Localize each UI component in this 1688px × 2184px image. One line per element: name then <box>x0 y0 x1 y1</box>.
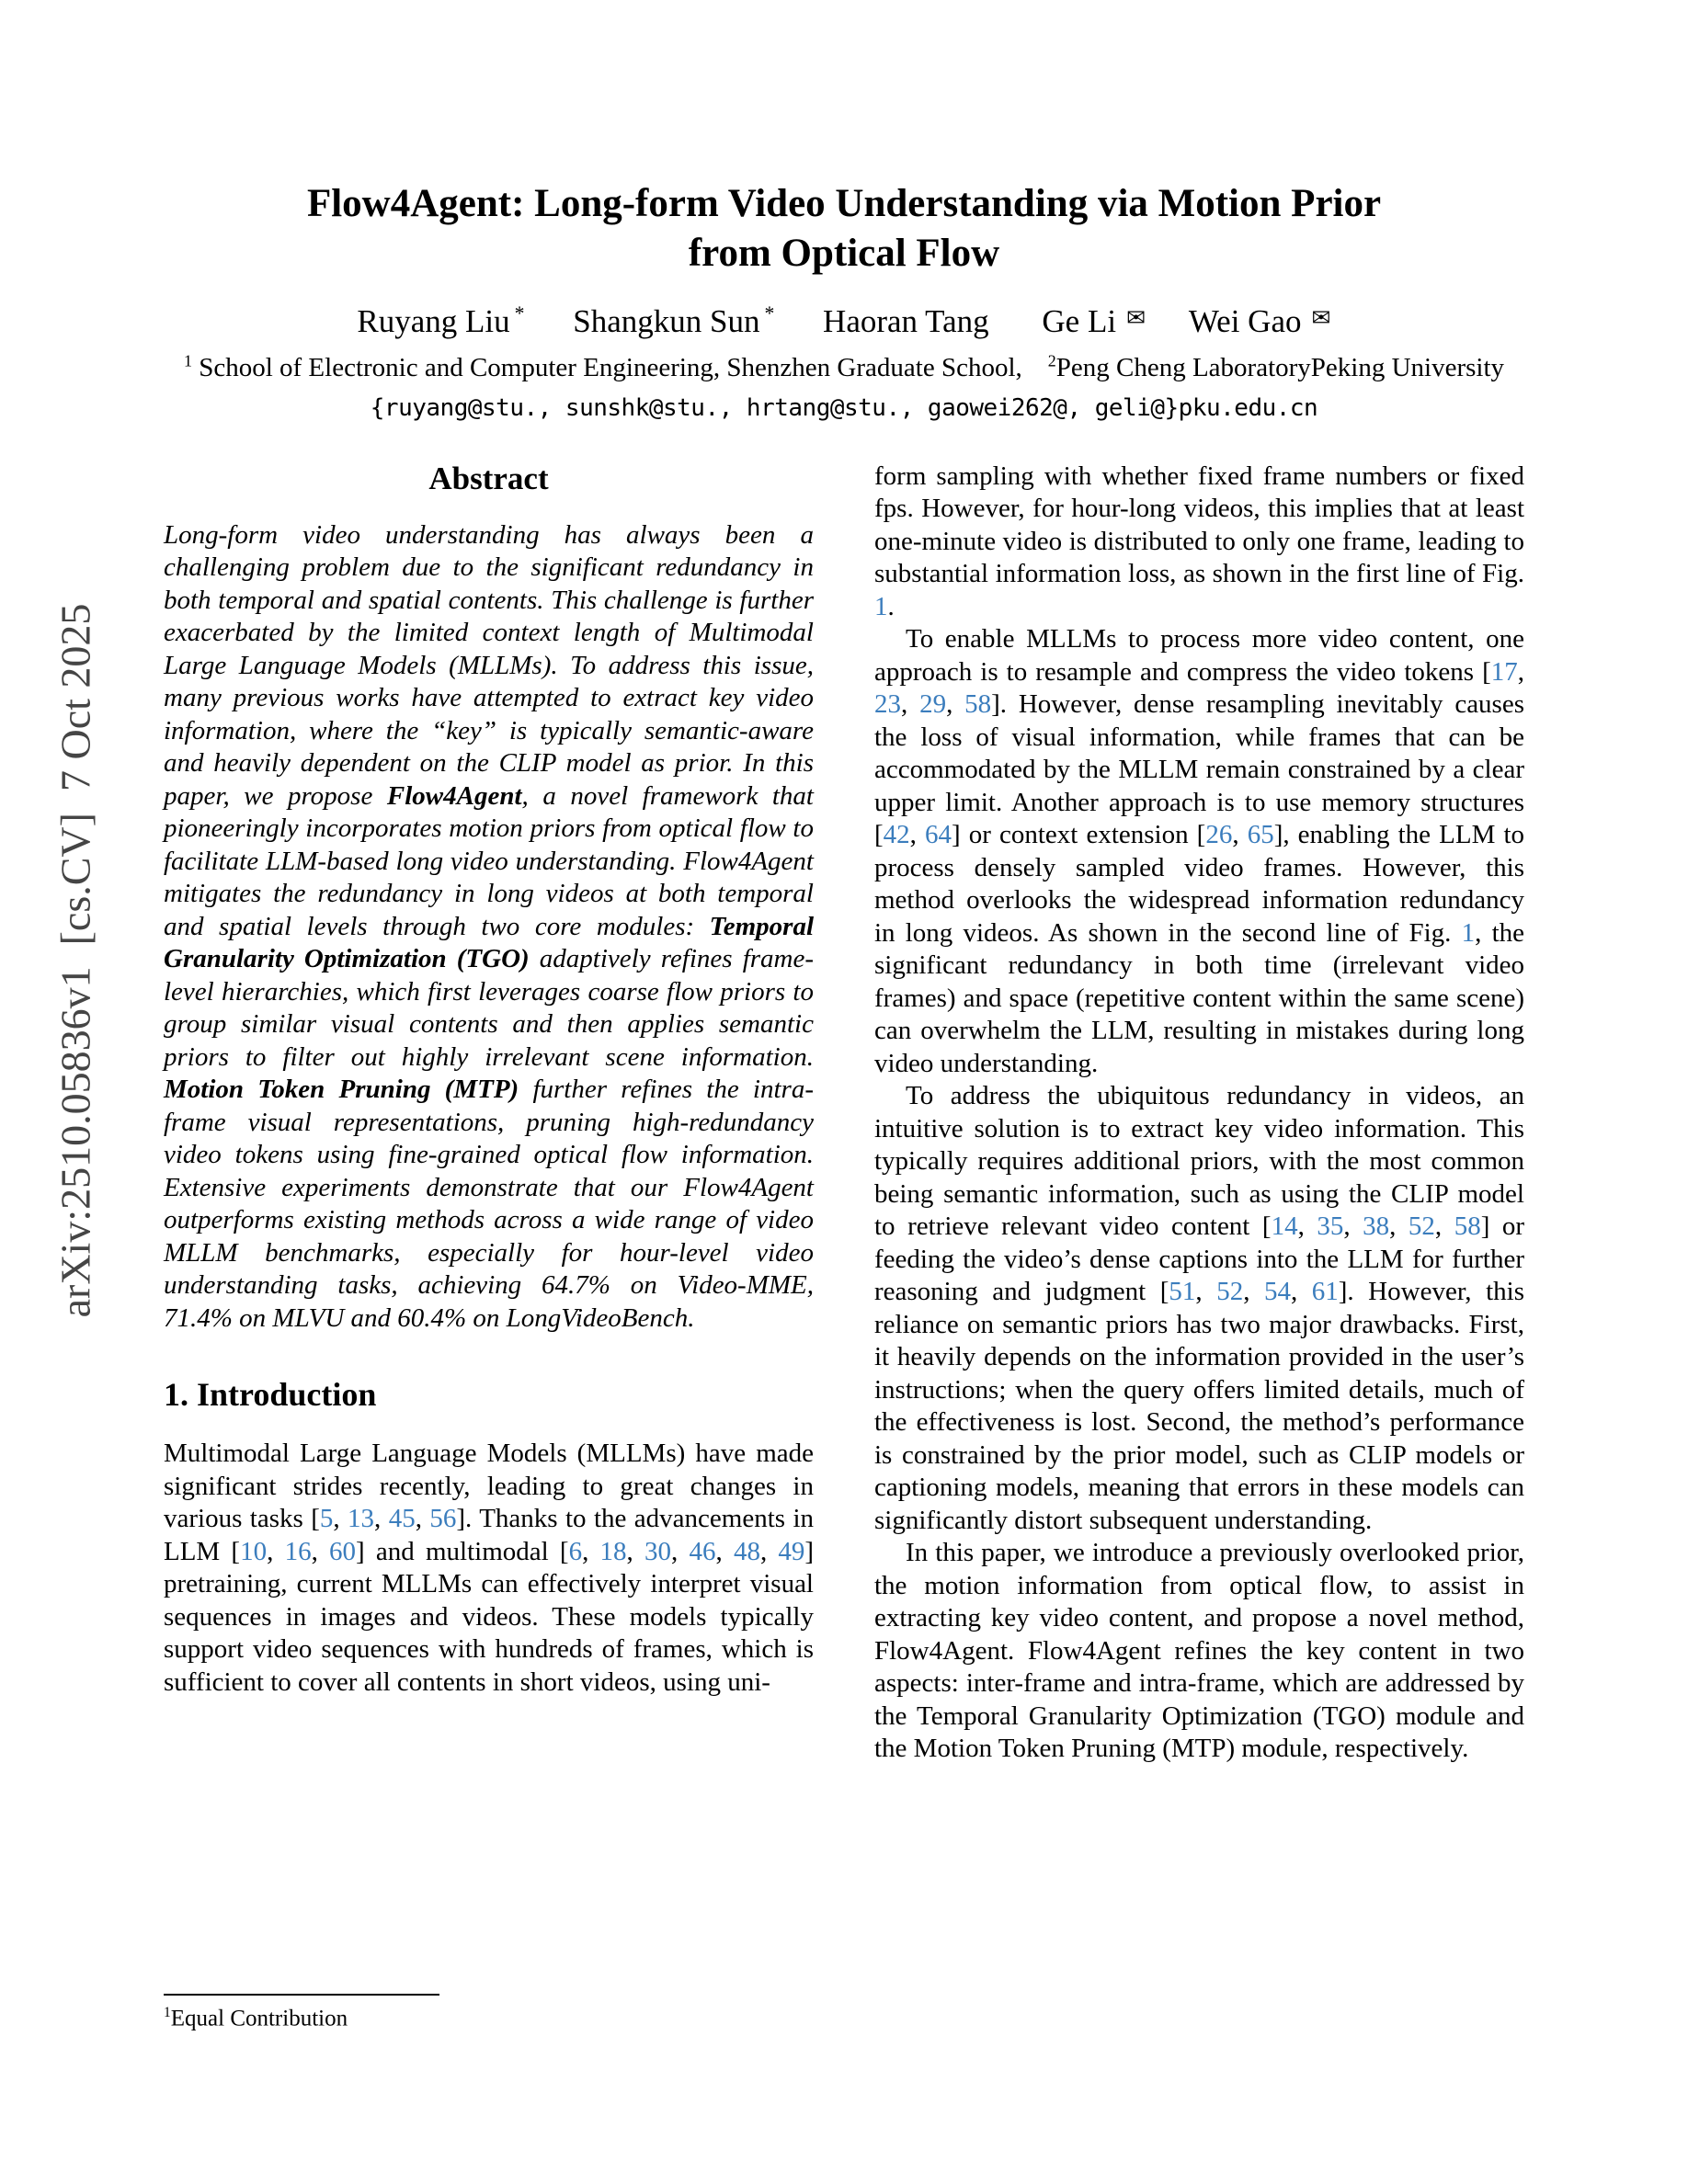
author-name: Haoran Tang <box>823 303 989 339</box>
citation-link[interactable]: 52 <box>1216 1277 1244 1307</box>
text-segment: , <box>626 1536 644 1566</box>
citation-link[interactable]: 1 <box>874 591 888 621</box>
text-segment: ] pretraining, current MLLMs can effectively interpret visual sequences in images and videos. These models typically support video sequences with hundreds of frames, which is sufficient to cover all contents in short videos, using uni- <box>164 1536 815 1697</box>
citation-link[interactable]: 49 <box>778 1536 805 1566</box>
author-wei-gao <box>1189 303 1331 339</box>
text-segment: ] and multimodal [ <box>356 1536 569 1566</box>
text-segment: Motion Token Pruning (MTP) <box>164 1075 519 1105</box>
citation-link[interactable]: 30 <box>644 1536 671 1566</box>
text-segment: , <box>1232 820 1248 850</box>
title-line-2: from Optical Flow <box>688 232 1000 276</box>
text-segment: , <box>901 689 920 720</box>
citation-link[interactable]: 56 <box>429 1504 457 1534</box>
text-segment: , <box>946 689 965 720</box>
text-segment: form sampling with whether fixed frame numbers or fixed fps. However, for hour-long videos, this implies that at least one-minute video is distributed to only one frame, leading to substantial information loss, as shown in the first line of Fig. <box>874 461 1524 589</box>
abstract-heading: Abstract <box>428 460 549 496</box>
citation-link[interactable]: 48 <box>733 1536 760 1566</box>
citation-link[interactable]: 61 <box>1311 1277 1339 1307</box>
text-segment: ], enabling the LLM to process densely sampled video frames. However, this method overlooks the widespread information redundancy in long videos. As shown in the second line of Fig. <box>874 820 1525 948</box>
footnote <box>164 1977 814 2031</box>
citation-link[interactable]: 18 <box>599 1536 627 1566</box>
author-ruyang-liu <box>357 303 530 339</box>
citation-link[interactable]: 29 <box>919 689 947 720</box>
author-name: Wei Gao <box>1188 303 1302 339</box>
citation-link[interactable]: 52 <box>1408 1211 1435 1242</box>
text-segment: , the significant redundancy in both time (irrelevant video frames) and space (repetitive content within the same scene) can overwhelm the LLM, resulting in mistakes during long video understanding. <box>874 917 1524 1078</box>
text-segment: To enable MLLMs to process more video content, one approach is to resample and compress the video tokens [ <box>874 624 1524 687</box>
footnote-label: Equal Contribution <box>170 2006 348 2031</box>
text-segment: , <box>671 1536 690 1566</box>
citation-link[interactable]: 17 <box>1490 656 1518 687</box>
text-segment: , <box>415 1504 430 1534</box>
author-haoran-tang <box>823 303 999 339</box>
citation-link[interactable]: 58 <box>1454 1211 1481 1242</box>
text-segment: adaptively refines frame-level hierarchies, which first leverages coarse flow priors to group similar visual contents and then applies semantic priors to filter out highly irrelevant scene information. <box>164 944 815 1072</box>
text-segment: , <box>759 1536 779 1566</box>
citation-link[interactable]: 38 <box>1363 1211 1390 1242</box>
right-column <box>874 461 1524 2032</box>
citation-link[interactable]: 35 <box>1317 1211 1344 1242</box>
abstract-paragraph <box>164 519 814 1336</box>
text-segment: , <box>1389 1211 1409 1242</box>
envelope-icon: ✉ <box>1311 305 1331 331</box>
citation-link[interactable]: 23 <box>874 689 901 720</box>
footnote-text <box>164 2005 814 2031</box>
text-segment: , <box>909 820 926 850</box>
text-segment: Multimodal Large Language Models (MLLMs) have made significant strides recently, leading to great changes in various tasks [ <box>164 1439 814 1534</box>
citation-link[interactable]: 10 <box>240 1536 268 1566</box>
text-segment: ] or context extension [ <box>952 820 1206 850</box>
arxiv-identifier-banner: arXiv:2510.05836v1 [cs.CV] 7 Oct 2025 <box>51 603 99 1318</box>
affiliation-line <box>164 351 1524 383</box>
text-segment: . <box>887 591 895 621</box>
body-paragraph-4 <box>874 1537 1524 1766</box>
citation-link[interactable]: 58 <box>964 689 992 720</box>
envelope-icon: ✉ <box>1126 305 1146 331</box>
text-segment: Long-form video understanding has always been a challenging problem due to the significant redundancy in both temporal and spatial contents. This challenge is further exacerbated by the limited context length of Multimodal Large Language Models (MLLMs). To address this issue, many previous works have attempted to extract key video information, where the “key” is typically semantic-aware and heavily dependent on the CLIP model as prior. In this paper, we propose <box>164 519 814 811</box>
citation-link[interactable]: 16 <box>284 1536 312 1566</box>
title-line-1: Flow4Agent: Long-form Video Understanding via Motion Prior <box>306 182 1382 225</box>
page-content <box>0 179 1688 2032</box>
paper-header <box>164 179 1524 422</box>
text-segment: , <box>582 1536 600 1566</box>
citation-link[interactable]: 5 <box>319 1504 334 1534</box>
text-segment: Flow4Agent <box>386 780 522 811</box>
citation-link[interactable]: 45 <box>388 1504 416 1534</box>
author-shangkun-sun <box>573 303 780 339</box>
equal-contribution-mark: * <box>764 302 775 325</box>
citation-link[interactable]: 46 <box>689 1536 716 1566</box>
author-emails: {ruyang@stu., sunshk@stu., hrtang@stu., gaowei262@, geli@}pku.edu.cn <box>370 393 1318 422</box>
footnote-superscript: 1 <box>164 2005 171 2021</box>
citation-link[interactable]: 1 <box>1461 917 1476 948</box>
text-segment: , a novel framework that pioneeringly incorporates motion priors from optical flow to facilitate LLM-based long video understanding. Flow4Agent mitigates the redundancy in long videos at both temporal and spatial levels through two core modules: <box>164 780 814 941</box>
citation-link[interactable]: 54 <box>1263 1277 1291 1307</box>
paper-title <box>164 179 1524 279</box>
citation-link[interactable]: 26 <box>1205 820 1233 850</box>
author-name: Shangkun Sun <box>573 303 760 339</box>
left-column <box>164 461 814 2032</box>
citation-link[interactable]: 13 <box>348 1504 375 1534</box>
text-segment: ] or feeding the video’s dense captions into the LLM for further reasoning and judgment [ <box>874 1211 1525 1307</box>
text-segment: further refines the intra-frame visual representations, pruning high-redundancy video tokens using fine-grained optical flow information. Extensive experiments demonstrate that our Flow4Agent outperforms existing methods across a wide range of video MLLM benchmarks, especially for hour-level video understanding tasks, achieving 64.7% on Video-MME, 71.4% on MLVU and 60.4% on LongVideoBench. <box>164 1075 814 1333</box>
body-paragraph-2 <box>874 623 1524 1080</box>
text-segment: , <box>715 1536 734 1566</box>
citation-link[interactable]: 42 <box>883 820 910 850</box>
text-segment: In this paper, we introduce a previously overlooked prior, the motion information from optical flow, to assist in extracting key video content, and propose a novel method, Flow4Agent. Flow4Agent refines the key content in two aspects: inter-frame and intra-frame, which are addressed by the Temporal Granularity Optimization (TGO) module and the Motion Token Pruning (MTP) module, respectively. <box>874 1538 1524 1764</box>
intro-paragraph-1 <box>164 1438 814 1699</box>
citation-link[interactable]: 65 <box>1247 820 1274 850</box>
affiliation-2-text: Peng Cheng LaboratoryPeking University <box>1055 352 1505 382</box>
text-segment: To address the ubiquitous redundancy in videos, an intuitive solution is to extract key video information. This typically requires additional priors, with the most common being semantic information, such as using the CLIP model to retrieve relevant video content [ <box>874 1081 1524 1242</box>
text-segment: , <box>1517 656 1524 687</box>
body-paragraph-3 <box>874 1080 1524 1537</box>
text-segment: , <box>267 1536 285 1566</box>
author-ge-li <box>1042 303 1146 339</box>
author-list <box>164 302 1524 340</box>
two-column-body <box>164 461 1524 2032</box>
text-segment: Temporal Granularity Optimization (TGO) <box>164 911 814 974</box>
text-segment: , <box>1243 1277 1264 1307</box>
citation-link[interactable]: 60 <box>329 1536 357 1566</box>
author-name: Ge Li <box>1042 303 1117 339</box>
citation-link[interactable]: 14 <box>1271 1211 1298 1242</box>
text-segment: , <box>333 1504 348 1534</box>
footnote-rule <box>164 1994 439 1996</box>
affiliation-2-superscript: 2 <box>1047 351 1056 370</box>
author-name: Ruyang Liu <box>357 303 510 339</box>
citation-link[interactable]: 6 <box>568 1536 583 1566</box>
citation-link[interactable]: 51 <box>1169 1277 1196 1307</box>
text-segment: , <box>1343 1211 1363 1242</box>
text-segment: ]. Thanks to the advancements in LLM [ <box>164 1504 815 1566</box>
text-segment: ]. However, this reliance on semantic priors has two major drawbacks. First, it heavily depends on the information provided in the user’s instructions; when the query offers limited details, much of the effectiveness is lost. Second, the method’s performance is constrained by the prior model, such as CLIP models or captioning models, meaning that errors in these models can significantly distort subsequent understanding. <box>874 1277 1524 1535</box>
text-segment: , <box>1297 1211 1317 1242</box>
body-paragraph-1 <box>874 461 1524 624</box>
text-segment: , <box>1434 1211 1454 1242</box>
text-segment: ]. However, dense resampling inevitably causes the loss of visual information, while frames that can be accommodated by the MLLM remain constrained by a clear upper limit. Another approach is to use memory structures [ <box>874 689 1525 850</box>
text-segment: , <box>311 1536 330 1566</box>
equal-contribution-mark: * <box>514 302 525 325</box>
text-segment: , <box>1290 1277 1312 1307</box>
affiliation-2 <box>1048 353 1504 382</box>
text-segment: , <box>1195 1277 1217 1307</box>
citation-link[interactable]: 64 <box>925 820 952 850</box>
affiliation-1-text: School of Electronic and Computer Engineering, Shenzhen Graduate School, <box>191 352 1022 382</box>
affiliation-1 <box>184 353 1022 382</box>
affiliation-1-superscript: 1 <box>183 351 192 370</box>
section-heading-introduction: 1. Introduction <box>164 1376 377 1414</box>
text-segment: , <box>374 1504 389 1534</box>
